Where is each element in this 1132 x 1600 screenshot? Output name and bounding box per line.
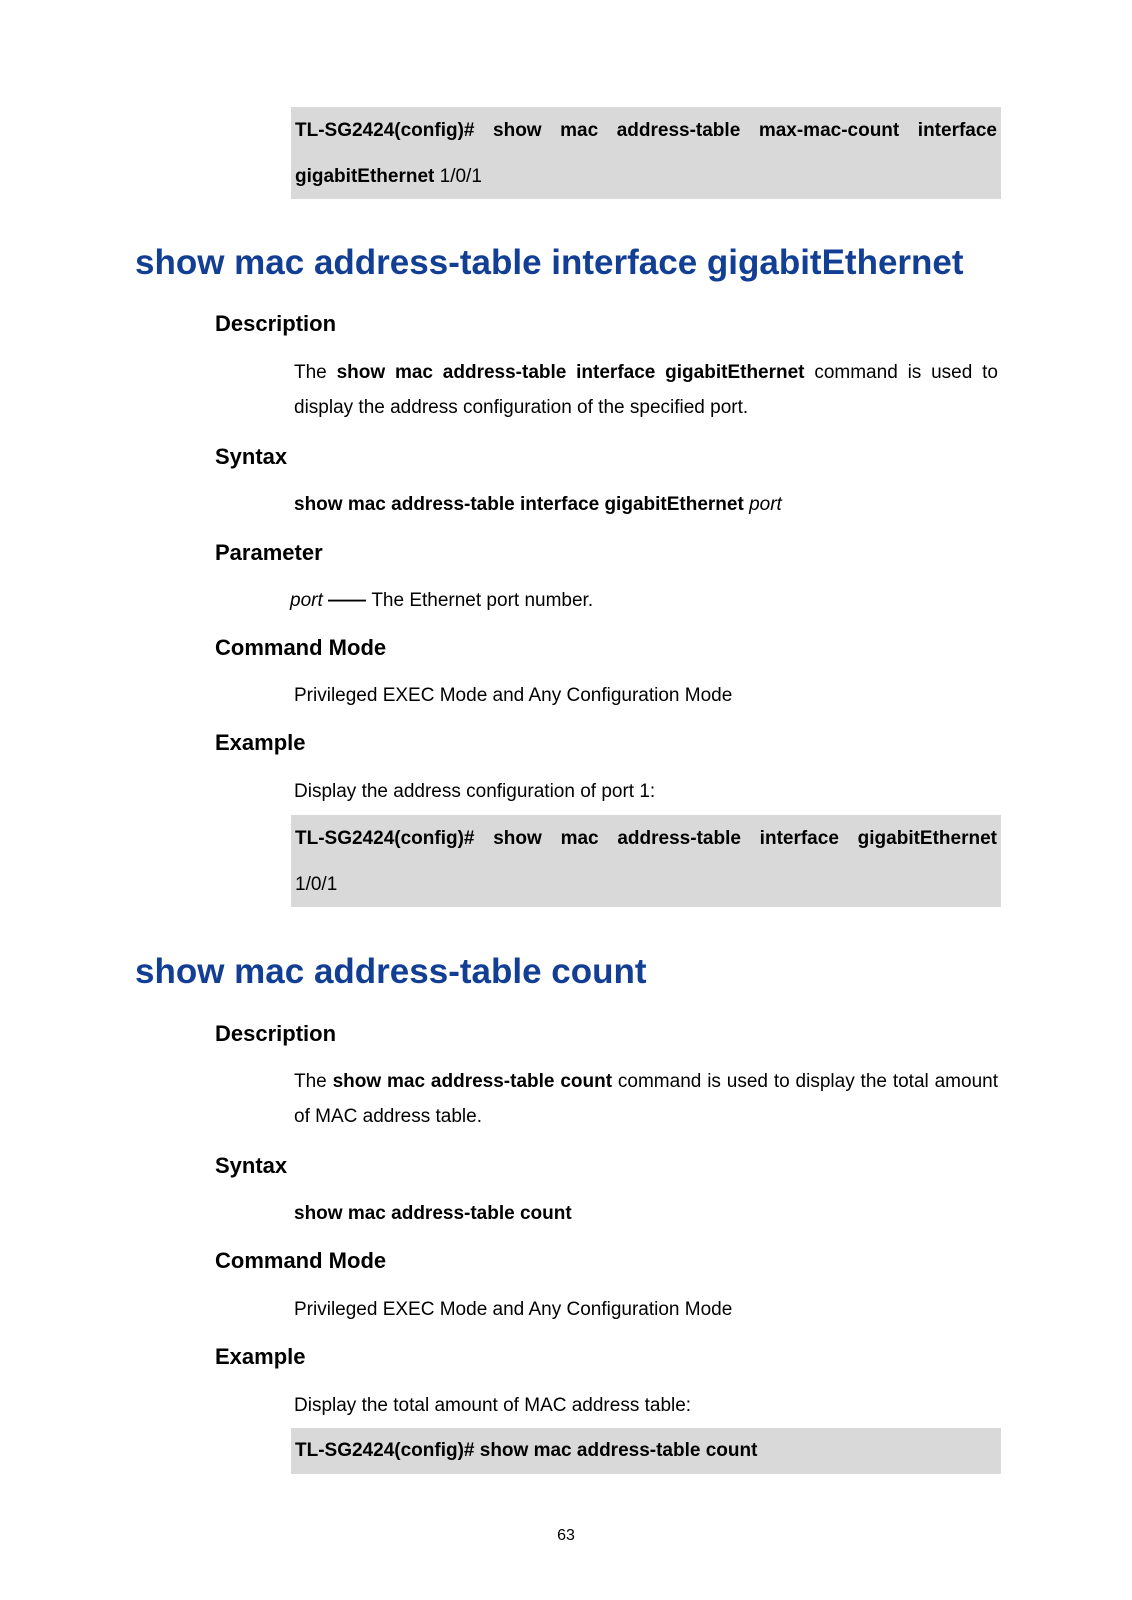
text: The xyxy=(294,362,337,383)
syntax-heading: Syntax xyxy=(215,444,288,469)
text: command is used to display the address configuration of the specified port. xyxy=(294,362,998,418)
parameter-heading: Parameter xyxy=(215,540,323,565)
example-heading: Example xyxy=(215,1344,306,1369)
code-line: TL-SG2424(config)# show mac address-table count xyxy=(295,1440,758,1461)
example-heading: Example xyxy=(215,730,306,755)
page-number: 63 xyxy=(557,1527,575,1544)
command-mode-heading: Command Mode xyxy=(215,1248,387,1273)
parameter-name: port xyxy=(290,590,323,611)
example-code-block xyxy=(291,815,1001,907)
command-name: show mac address-table count xyxy=(332,1071,613,1092)
command-name: show mac address-table interface gigabitEthernet xyxy=(336,362,805,383)
code-keyword: gigabitEthernet xyxy=(295,166,435,187)
code-line xyxy=(295,165,997,188)
parameter-dash: —— xyxy=(322,590,372,611)
code-line: TL-SG2424(config)# show mac address-table interface gigabitEthernet xyxy=(295,828,997,849)
section-title: show mac address-table interface gigabitEthernet xyxy=(135,243,964,282)
syntax-command: show mac address-table count xyxy=(294,1203,572,1224)
command-mode-text: Privileged EXEC Mode and Any Configuration Mode xyxy=(294,1299,733,1320)
section-title: show mac address-table count xyxy=(135,952,647,991)
description-text xyxy=(294,355,998,425)
syntax-text xyxy=(294,487,998,522)
syntax-command: show mac address-table interface gigabitEthernet xyxy=(294,494,744,515)
code-line: TL-SG2424(config)# show mac address-table max-mac-count interface xyxy=(295,120,997,141)
description-heading: Description xyxy=(215,1021,337,1046)
syntax-argument: port xyxy=(749,494,782,515)
top-code-block xyxy=(291,107,1001,199)
syntax-heading: Syntax xyxy=(215,1153,288,1178)
command-mode-heading: Command Mode xyxy=(215,635,387,660)
parameter-description: The Ethernet port number. xyxy=(371,590,594,611)
description-heading: Description xyxy=(215,311,337,336)
text: command is used to display the total amount of MAC address table. xyxy=(294,1071,998,1127)
code-line: 1/0/1 xyxy=(295,874,338,895)
example-text: Display the total amount of MAC address table: xyxy=(294,1395,692,1416)
code-arg: 1/0/1 xyxy=(434,166,482,187)
description-text xyxy=(294,1064,998,1134)
example-text: Display the address configuration of port 1: xyxy=(294,781,656,802)
example-code-block xyxy=(291,1428,1001,1474)
command-mode-text: Privileged EXEC Mode and Any Configuration Mode xyxy=(294,685,733,706)
text: The xyxy=(294,1071,333,1092)
parameter-text xyxy=(290,583,994,618)
